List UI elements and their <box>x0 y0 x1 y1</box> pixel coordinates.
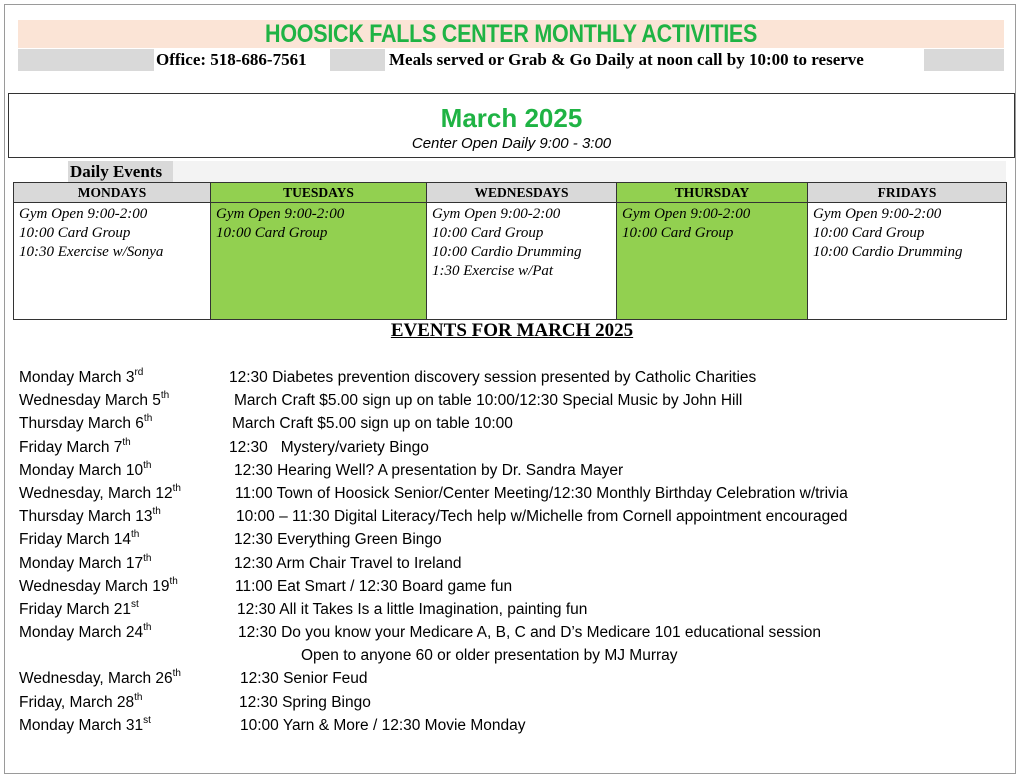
event-row <box>19 389 1009 412</box>
event-date: Monday March 31st <box>19 714 151 734</box>
event-description: 12:30 Spring Bingo <box>239 693 371 711</box>
daily-item: Gym Open 9:00-2:00 <box>19 206 148 222</box>
event-row <box>19 482 1009 505</box>
daily-item: 1:30 Exercise w/Pat <box>432 263 554 279</box>
page-title: HOOSICK FALLS CENTER MONTHLY ACTIVITIES <box>264 20 758 48</box>
event-row <box>19 436 1009 459</box>
event-date: Friday March 21st <box>19 598 139 618</box>
info-gray-block-right <box>924 49 1004 71</box>
daily-item: 10:00 Card Group <box>19 225 131 241</box>
event-description: March Craft $5.00 sign up on table 10:00/12:30 Special Music by John Hill <box>234 392 743 410</box>
schedule-header-row <box>14 183 1007 203</box>
schedule-body-row <box>14 203 1007 320</box>
daily-item: Gym Open 9:00-2:00 <box>622 206 751 222</box>
event-row <box>19 575 1009 598</box>
event-date: Monday March 3rd <box>19 367 144 386</box>
day-header-wednesday: WEDNESDAYS <box>427 183 617 203</box>
event-description: 12:30 Everything Green Bingo <box>234 531 442 549</box>
event-description: 11:00 Town of Hoosick Senior/Center Meeting/12:30 Monthly Birthday Celebration w/trivia <box>235 484 848 502</box>
event-date: Wednesday March 19th <box>19 575 178 595</box>
info-bar <box>18 49 1004 71</box>
event-date: Wednesday, March 26th <box>19 668 181 688</box>
info-gray-block-middle <box>330 49 385 71</box>
event-row <box>19 667 1009 690</box>
event-date: Monday March 24th <box>19 622 152 642</box>
day-cell-tuesday <box>211 203 427 320</box>
event-date: Thursday March 6th <box>19 413 153 433</box>
event-row <box>19 714 1009 737</box>
event-description: 10:00 – 11:30 Digital Literacy/Tech help w/Michelle from Cornell appointment encouraged <box>236 508 848 526</box>
day-header-monday: MONDAYS <box>14 183 211 203</box>
event-date: Monday March 10th <box>19 459 152 479</box>
office-phone: Office: 518-686-7561 <box>156 50 307 69</box>
event-description: 11:00 Eat Smart / 12:30 Board game fun <box>235 577 513 595</box>
event-row <box>19 459 1009 482</box>
event-row <box>19 691 1009 714</box>
center-hours: Center Open Daily 9:00 - 3:00 <box>411 135 612 152</box>
meals-info: Meals served or Grab & Go Daily at noon call by 10:00 to reserve <box>389 50 864 69</box>
event-description: 10:00 Yarn & More / 12:30 Movie Monday <box>240 716 526 734</box>
day-cell-monday <box>14 203 211 320</box>
day-header-friday: FRIDAYS <box>808 183 1007 203</box>
event-row <box>19 644 1009 667</box>
daily-schedule-table <box>13 182 1007 320</box>
event-description: March Craft $5.00 sign up on table 10:00 <box>232 415 513 433</box>
day-cell-friday <box>808 203 1007 320</box>
event-date: Wednesday March 5th <box>19 390 170 410</box>
daily-item: 10:30 Exercise w/Sonya <box>19 244 164 260</box>
daily-item: Gym Open 9:00-2:00 <box>432 206 561 222</box>
event-row <box>19 412 1009 435</box>
events-heading: EVENTS FOR MARCH 2025 <box>390 320 634 341</box>
event-description: 12:30 Senior Feud <box>240 670 368 688</box>
event-description-continued: Open to anyone 60 or older presentation by MJ Murray <box>301 647 678 665</box>
event-description: 12:30 Hearing Well? A presentation by Dr. Sandra Mayer <box>234 461 624 479</box>
daily-item: 10:00 Card Group <box>216 225 328 241</box>
event-description: 12:30 Diabetes prevention discovery session presented by Catholic Charities <box>229 369 757 386</box>
daily-item: Gym Open 9:00-2:00 <box>813 206 942 222</box>
month-title: March 2025 <box>440 103 583 133</box>
daily-events-label: Daily Events <box>68 161 173 182</box>
daily-item: 10:00 Cardio Drumming <box>813 244 963 260</box>
daily-label-bar <box>68 161 1006 182</box>
daily-item: 10:00 Card Group <box>813 225 925 241</box>
event-date: Monday March 17th <box>19 552 152 572</box>
event-row <box>19 621 1009 644</box>
event-row <box>19 528 1009 551</box>
daily-item: 10:00 Cardio Drumming <box>432 244 582 260</box>
event-description: 12:30 All it Takes Is a little Imagination, painting fun <box>237 600 588 618</box>
event-row <box>19 552 1009 575</box>
month-box <box>8 93 1015 158</box>
daily-item: 10:00 Card Group <box>622 225 734 241</box>
event-row <box>19 366 1009 389</box>
title-bar <box>18 20 1004 48</box>
event-description: 12:30 Do you know your Medicare A, B, C and D’s Medicare 101 educational session <box>238 624 822 642</box>
event-date: Thursday March 13th <box>19 506 161 526</box>
event-description: 12:30 Arm Chair Travel to Ireland <box>234 554 462 572</box>
event-date: Friday March 7th <box>19 436 131 456</box>
event-row <box>19 505 1009 528</box>
day-cell-wednesday <box>427 203 617 320</box>
daily-item: Gym Open 9:00-2:00 <box>216 206 345 222</box>
event-description: 12:30 Mystery/variety Bingo <box>229 438 429 456</box>
day-header-tuesday: TUESDAYS <box>211 183 427 203</box>
daily-item: 10:00 Card Group <box>432 225 544 241</box>
event-date: Wednesday, March 12th <box>19 482 181 502</box>
event-date: Friday, March 28th <box>19 691 143 711</box>
event-date: Friday March 14th <box>19 529 140 549</box>
info-gray-block-left <box>18 49 154 71</box>
events-list <box>19 366 1009 737</box>
event-row <box>19 598 1009 621</box>
day-cell-thursday <box>617 203 808 320</box>
day-header-thursday: THURSDAY <box>617 183 808 203</box>
